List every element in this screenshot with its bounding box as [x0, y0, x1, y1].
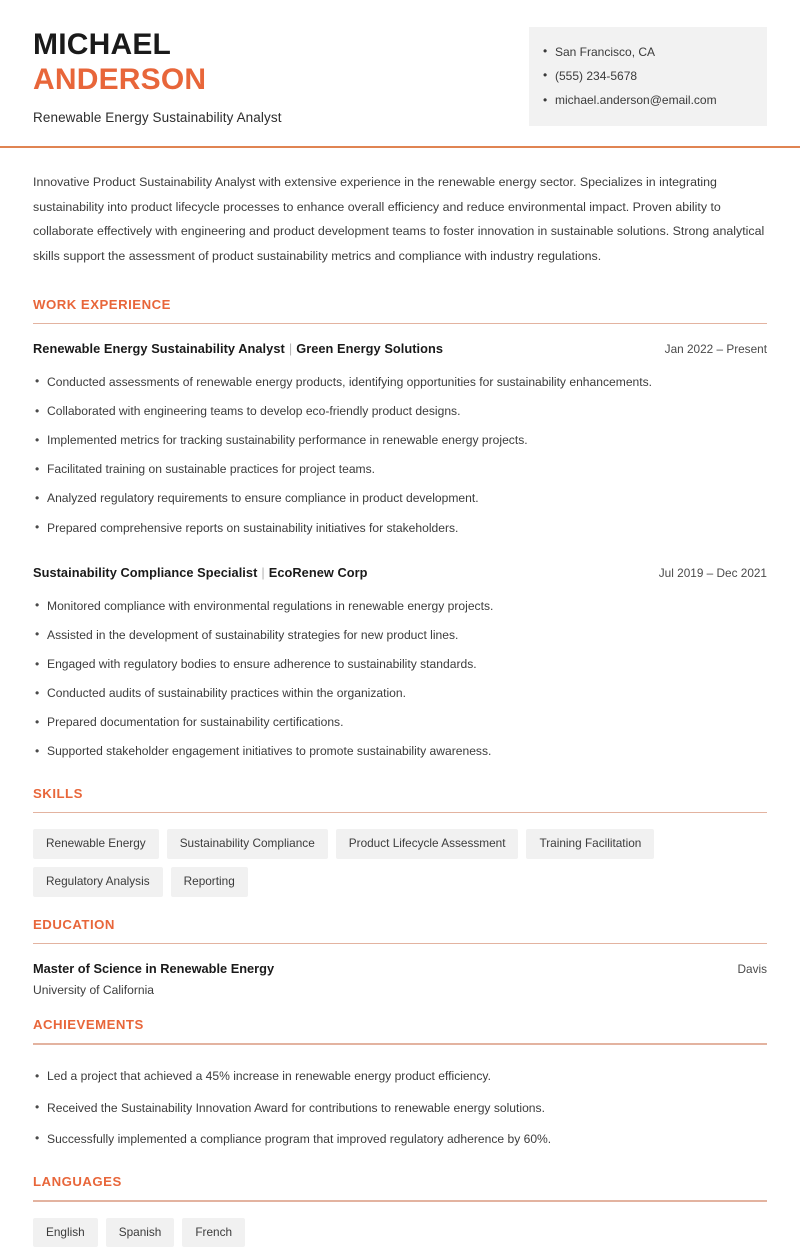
- experience-entry: [33, 341, 767, 542]
- experience-bullet: • Engaged with regulatory bodies to ensure adherence to sustainability standards.: [47, 650, 767, 679]
- experience-bullet: • Conducted assessments of renewable energy products, identifying opportunities for sustainability enhancements.: [47, 367, 767, 396]
- experience-bullet: • Facilitated training on sustainable practices for project teams.: [47, 455, 767, 484]
- section-skills: [33, 786, 767, 897]
- section-title-work-experience: WORK EXPERIENCE: [33, 297, 171, 313]
- section-work-experience: [33, 297, 767, 766]
- skill-chip: Regulatory Analysis: [33, 867, 163, 897]
- section-title-languages: LANGUAGES: [33, 1174, 122, 1190]
- achievement-bullet: • Successfully implemented a compliance program that improved regulatory adherence by 60%.: [47, 1123, 767, 1154]
- professional-summary: Innovative Product Sustainability Analyst with extensive experience in the renewable energy sector. Specializes in integrating sustainability into product lifecycle processes to enhance overall efficiency and reduce environmental impact. Proven ability to collaborate effectively with engineering and product development teams to foster innovation in sustainable solutions. Strong analytical skills support the assessment of product sustainability metrics and compliance with industry regulations.: [33, 174, 765, 264]
- experience-entry-header: [33, 565, 767, 580]
- education-entry: [33, 961, 767, 997]
- last-name: ANDERSON: [33, 62, 207, 96]
- experience-date: Jul 2019 – Dec 2021: [658, 566, 767, 581]
- section-achievements: [33, 1017, 767, 1154]
- skills-chip-list: [33, 829, 767, 897]
- contact-email[interactable]: • michael.anderson@email.com: [555, 89, 753, 113]
- experience-bullets: [33, 367, 767, 542]
- experience-role: Renewable Energy Sustainability Analyst: [33, 341, 285, 357]
- section-rule: [33, 323, 767, 324]
- skill-chip: Product Lifecycle Assessment: [336, 829, 519, 859]
- experience-role: Sustainability Compliance Specialist: [33, 565, 258, 581]
- education-degree: Master of Science in Renewable Energy: [33, 961, 275, 977]
- languages-chip-list: [33, 1218, 767, 1247]
- section-title-achievements: ACHIEVEMENTS: [33, 1017, 144, 1033]
- experience-entry: [33, 565, 767, 766]
- resume-header: [0, 0, 800, 126]
- section-education: [33, 917, 767, 997]
- language-chip: Spanish: [106, 1218, 175, 1247]
- section-rule: [33, 1043, 767, 1044]
- education-entry-header: [33, 961, 767, 976]
- section-title-education: EDUCATION: [33, 917, 115, 933]
- identity-block: [33, 22, 282, 125]
- skill-chip: Renewable Energy: [33, 829, 159, 859]
- language-chip: French: [182, 1218, 245, 1247]
- language-chip: English: [33, 1218, 98, 1247]
- contact-box: [529, 27, 767, 126]
- experience-heading: [33, 341, 443, 356]
- experience-bullet: • Collaborated with engineering teams to develop eco-friendly product designs.: [47, 397, 767, 426]
- role-company-separator: |: [261, 565, 265, 581]
- section-rule: [33, 1200, 767, 1201]
- experience-bullet: • Monitored compliance with environmental regulations in renewable energy projects.: [47, 591, 767, 620]
- experience-heading: [33, 565, 368, 580]
- section-title-skills: SKILLS: [33, 786, 83, 802]
- experience-bullet: • Prepared documentation for sustainability certifications.: [47, 708, 767, 737]
- first-name: MICHAEL: [33, 28, 172, 61]
- professional-title: Renewable Energy Sustainability Analyst: [33, 109, 282, 125]
- experience-date: Jan 2022 – Present: [664, 342, 767, 357]
- experience-bullet: • Supported stakeholder engagement initiatives to promote sustainability awareness.: [47, 737, 767, 766]
- resume-content: [0, 148, 800, 1247]
- education-location: Davis: [737, 962, 767, 977]
- contact-location: • San Francisco, CA: [555, 40, 753, 64]
- achievement-bullet: • Received the Sustainability Innovation Award for contributions to renewable energy solutions.: [47, 1092, 767, 1123]
- experience-company: EcoRenew Corp: [268, 565, 368, 581]
- experience-bullet: • Assisted in the development of sustainability strategies for new product lines.: [47, 620, 767, 649]
- experience-bullets: [33, 591, 767, 766]
- achievements-list: [33, 1061, 767, 1154]
- experience-bullet: • Prepared comprehensive reports on sustainability initiatives for stakeholders.: [47, 513, 767, 542]
- contact-list: [529, 40, 767, 113]
- achievement-bullet: • Led a project that achieved a 45% increase in renewable energy product efficiency.: [47, 1061, 767, 1092]
- role-company-separator: |: [288, 341, 293, 357]
- experience-company: Green Energy Solutions: [296, 341, 444, 357]
- section-rule: [33, 943, 767, 944]
- section-rule: [33, 812, 767, 813]
- experience-bullet: • Analyzed regulatory requirements to ensure compliance in product development.: [47, 484, 767, 513]
- experience-bullet: • Implemented metrics for tracking sustainability performance in renewable energy projects.: [47, 426, 767, 455]
- section-languages: [33, 1174, 767, 1247]
- contact-phone[interactable]: • (555) 234-5678: [555, 64, 753, 88]
- education-school: University of California: [33, 983, 154, 998]
- experience-entry-header: [33, 341, 767, 356]
- skill-chip: Reporting: [171, 867, 248, 897]
- skill-chip: Training Facilitation: [526, 829, 654, 859]
- experience-bullet: • Conducted audits of sustainability practices within the organization.: [47, 679, 767, 708]
- skill-chip: Sustainability Compliance: [167, 829, 328, 859]
